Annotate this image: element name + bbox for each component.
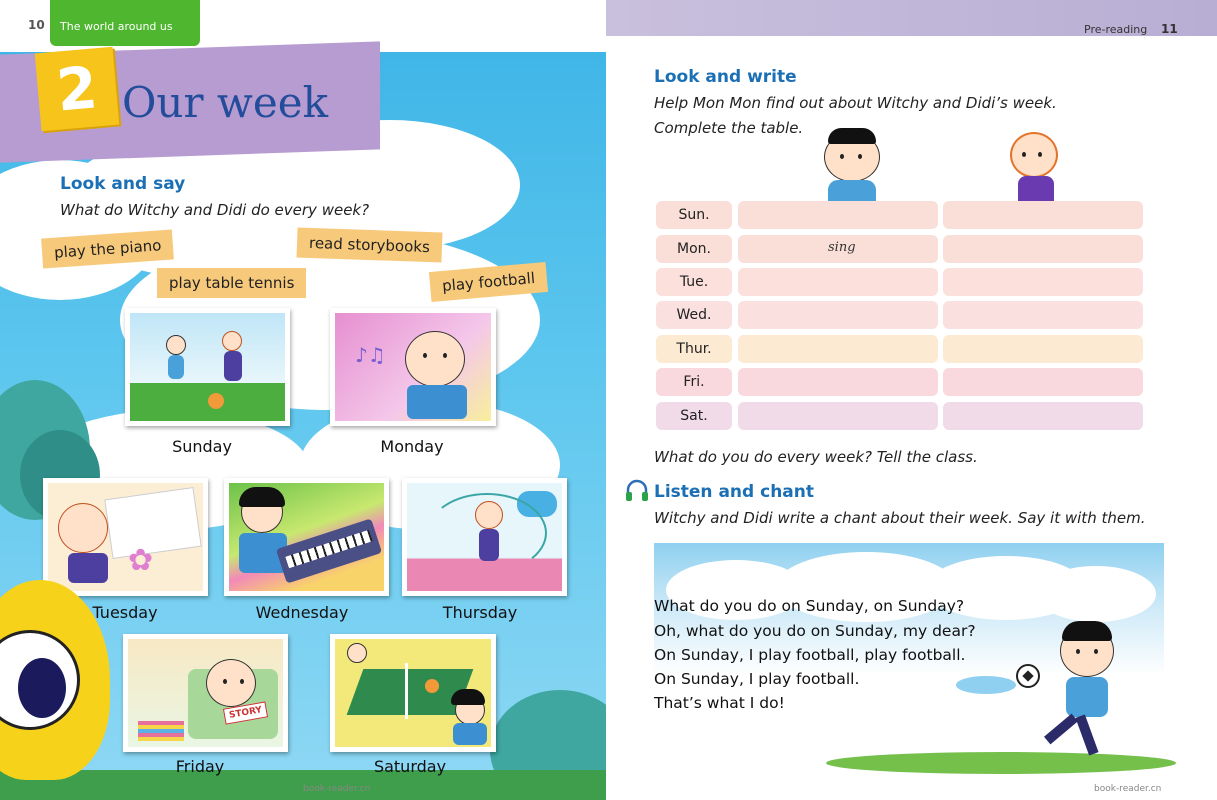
didi-cell[interactable] [738,235,938,263]
day-cell: Sat. [656,402,732,430]
headphones-icon [624,478,650,504]
day-label-monday: Monday [380,437,444,456]
witchy-cell[interactable] [943,301,1143,329]
look-and-write-heading: Look and write [654,67,797,87]
day-label-wednesday: Wednesday [255,603,349,622]
day-label-saturday: Saturday [373,757,447,776]
didi-character [814,128,894,204]
watermark: book-reader.cn [1094,784,1162,794]
day-cell: Sun. [656,201,732,229]
table-row [656,235,1142,263]
wednesday-picture [224,478,389,596]
tell-class-prompt: What do you do every week? Tell the class. [654,448,978,466]
chant-line: Oh, what do you do on Sunday, my dear? [654,622,976,640]
witchy-cell[interactable] [943,268,1143,296]
witchy-cell[interactable] [943,368,1143,396]
listen-and-chant-heading: Listen and chant [654,482,814,502]
activity-tag: play table tennis [157,268,306,298]
unit-number: 2 [53,53,101,125]
look-and-write-instruction: Complete the table. [654,119,804,137]
section-tab-label: The world around us [60,20,173,33]
day-cell: Thur. [656,335,732,363]
day-label-friday: Friday [175,757,225,776]
witchy-character [1002,130,1092,204]
day-label-sunday: Sunday [172,437,232,456]
tuesday-picture: ✿ [43,478,208,596]
page-number: 11 [1161,22,1178,36]
witchy-cell[interactable] [943,335,1143,363]
didi-cell[interactable] [738,201,938,229]
look-and-say-heading: Look and say [60,174,186,194]
watermark: book-reader.cn [303,784,371,794]
day-cell: Tue. [656,268,732,296]
monday-picture: ♪♫ [330,308,496,426]
chant-line: That’s what I do! [654,694,785,712]
football-icon [1016,664,1040,688]
didi-cell[interactable] [738,335,938,363]
story-book-cover: STORY [223,701,268,724]
day-cell: Wed. [656,301,732,329]
day-label-thursday: Thursday [442,603,518,622]
table-row [656,301,1142,329]
didi-cell[interactable] [738,301,938,329]
day-cell: Mon. [656,235,732,263]
activity-tag: read storybooks [297,227,443,262]
listen-and-chant-instruction: Witchy and Didi write a chant about their week. Say it with them. [654,509,1146,527]
activity-tag: play the piano [41,229,174,268]
unit-number-badge [35,47,120,132]
cloud [1036,566,1156,622]
boy-kicking-ball [1026,615,1136,760]
activity-tag: play football [429,262,548,302]
right-page [606,0,1217,800]
left-page [0,0,606,800]
kick-swoosh [956,676,1016,694]
day-cell: Fri. [656,368,732,396]
unit-title: Our week [122,78,329,127]
table-row [656,201,1142,229]
witchy-cell[interactable] [943,402,1143,430]
didi-cell[interactable] [738,368,938,396]
didi-cell[interactable] [738,402,938,430]
monster-eye [0,630,80,730]
table-row [656,402,1142,430]
table-row [656,335,1142,363]
chant-line: On Sunday, I play football, play football. [654,646,966,664]
thursday-picture [402,478,567,596]
look-and-write-instruction: Help Mon Mon find out about Witchy and Didi’s week. [654,94,1057,112]
chant-line: What do you do on Sunday, on Sunday? [654,597,965,615]
chant-line: On Sunday, I play football. [654,670,860,688]
didi-cell[interactable] [738,268,938,296]
friday-picture [123,634,288,752]
table-row [656,268,1142,296]
witchy-cell[interactable] [943,201,1143,229]
saturday-picture [330,634,496,752]
day-label-tuesday: Tuesday [92,603,158,622]
section-tab [50,0,200,46]
witchy-cell[interactable] [943,235,1143,263]
look-and-say-question: What do Witchy and Didi do every week? [60,201,370,219]
sunday-picture [125,308,290,426]
table-row [656,368,1142,396]
handwritten-answer: sing [828,240,856,255]
section-label: Pre-reading [1084,23,1148,36]
page-number: 10 [28,18,45,32]
